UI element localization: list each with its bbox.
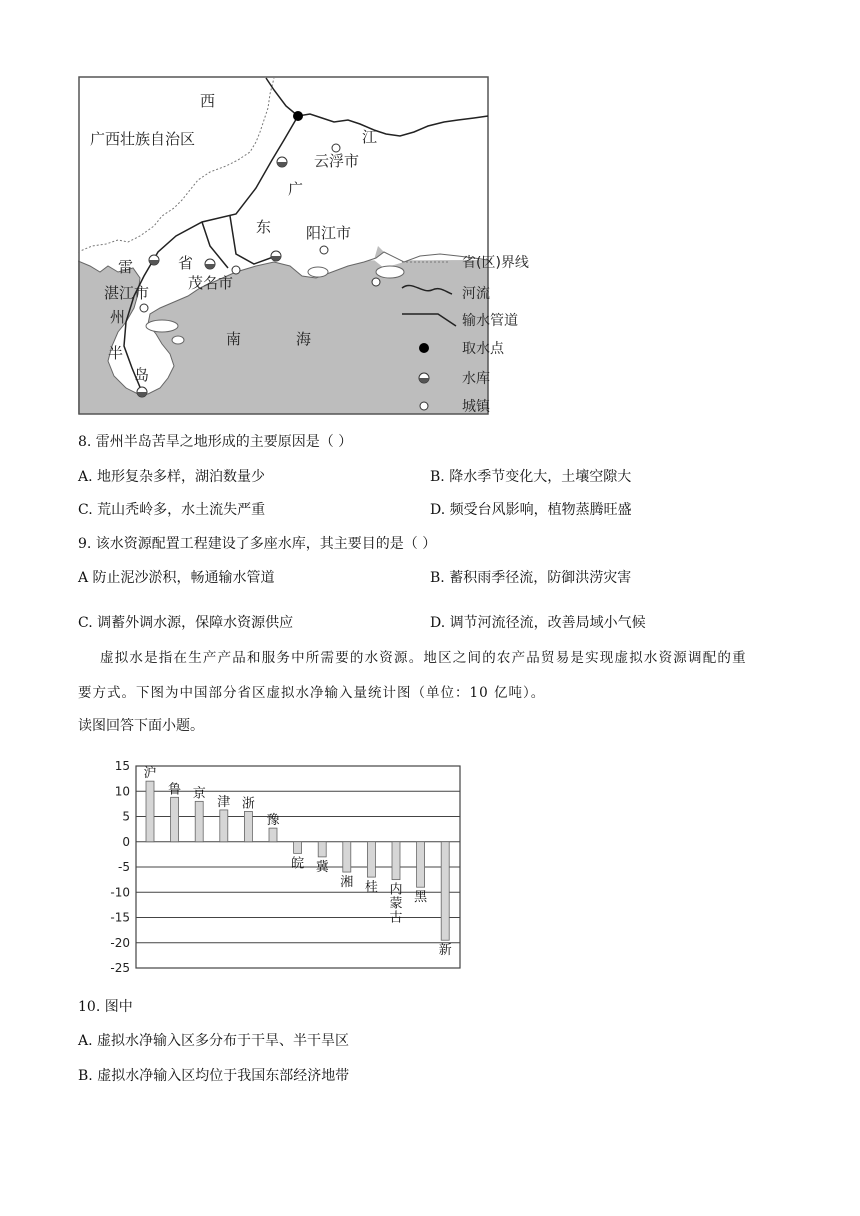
reservoir-icon [271, 251, 281, 261]
bar-label-内蒙古: 内 [389, 882, 403, 898]
legend-label: 省(区)界线 [462, 255, 529, 271]
y-tick-label: -5 [118, 860, 130, 874]
island [146, 320, 178, 332]
map-legend [398, 252, 578, 422]
bar-冀 [318, 842, 326, 857]
bar-label-冀: 冀 [315, 859, 329, 875]
bar-label-豫: 豫 [266, 813, 280, 829]
town-zhanjiang [140, 304, 148, 312]
q8-stem: 8. 雷州半岛苦旱之地形成的主要原因是（ ） [78, 434, 353, 450]
passage-line-2: 要方式。下图为中国部分省区虚拟水净输入量统计图（单位：10 亿吨）。 [78, 685, 546, 701]
q9-option-b[interactable]: B. 蓄积雨季径流，防御洪涝灾害 [430, 570, 632, 586]
q9-option-d[interactable]: D. 调节河流径流，改善局域小气候 [430, 615, 646, 631]
y-tick-label: -20 [110, 935, 130, 950]
q10-stem: 10. 图中 [78, 999, 133, 1015]
bar-新 [441, 842, 449, 940]
legend-label: 输水管道 [462, 313, 518, 329]
y-tick-label: -25 [110, 961, 130, 975]
bar-label-内蒙古: 蒙 [389, 896, 403, 912]
y-tick-label: 5 [122, 809, 130, 824]
bar-黑 [417, 842, 425, 887]
y-tick-label: -10 [110, 885, 130, 900]
y-tick-label: 0 [122, 834, 130, 849]
bar-label-京: 京 [192, 786, 206, 802]
label-guangxi: 广西壮族自治区 [90, 130, 196, 148]
bar-皖 [294, 842, 302, 854]
bar-label-鲁: 鲁 [168, 782, 182, 798]
y-tick-label: -15 [110, 910, 130, 925]
bar-label-湘: 湘 [340, 875, 354, 891]
legend-river-icon [402, 285, 452, 294]
bar-label-黑: 黑 [414, 890, 428, 906]
legend-label: 取水点 [462, 341, 504, 357]
reservoir-icon [205, 259, 215, 269]
bar-label-新: 新 [438, 943, 452, 959]
label-yangjiang: 阳江市 [306, 224, 352, 242]
town-yunfu [332, 144, 340, 152]
q8-option-c[interactable]: C. 荒山秃岭多，水土流失严重 [78, 502, 266, 518]
bar-湘 [343, 842, 351, 872]
bar-沪 [146, 781, 154, 842]
passage-line-1: 虚拟水是指在生产产品和服务中所需要的水资源。地区之间的农产品贸易是实现虚拟水资源调配的重 [100, 650, 747, 666]
q10-option-a[interactable]: A. 虚拟水净输入区多分布于干旱、半干旱区 [78, 1033, 350, 1049]
legend-reservoir-icon [419, 373, 429, 383]
label-maoming: 茂名市 [188, 274, 234, 292]
label-xi: 西 [200, 92, 216, 110]
reservoir-icon [149, 255, 159, 265]
bar-京 [195, 801, 203, 841]
legend-label: 水库 [462, 371, 490, 387]
bar-鲁 [171, 797, 179, 841]
q8-option-d[interactable]: D. 频受台风影响，植物蒸腾旺盛 [430, 502, 632, 518]
bar-label-津: 津 [217, 794, 231, 810]
bar-桂 [367, 842, 375, 877]
legend-label: 城镇 [462, 399, 490, 415]
island [308, 267, 328, 277]
town-yangjiang [320, 246, 328, 254]
label-yunfu: 云浮市 [314, 152, 360, 170]
label-sheng: 省 [178, 254, 194, 272]
passage-line-3: 读图回答下面小题。 [78, 718, 204, 734]
town-east [372, 278, 380, 286]
virtual-water-chart [98, 756, 468, 976]
legend-intake-icon [419, 343, 429, 353]
q9-option-a[interactable]: A 防止泥沙淤积，畅通输水管道 [78, 570, 275, 586]
reservoir-icon [137, 387, 147, 397]
town-maoming [232, 266, 240, 274]
y-tick-label: 15 [114, 759, 130, 773]
q9-option-c[interactable]: C. 调蓄外调水源，保障水资源供应 [78, 615, 294, 631]
legend-label: 河流 [462, 286, 490, 302]
island [172, 336, 184, 344]
q8-option-a[interactable]: A. 地形复杂多样，湖泊数量少 [78, 469, 266, 485]
y-tick-label: 10 [114, 784, 130, 799]
legend-pipe-icon [402, 314, 456, 326]
province-boundary [78, 78, 274, 252]
bar-label-内蒙古: 古 [389, 910, 403, 926]
label-zhou: 州 [110, 308, 126, 326]
label-ban: 半 [108, 344, 124, 362]
bar-label-皖: 皖 [291, 856, 305, 872]
q9-stem: 9. 该水资源配置工程建设了多座水库，其主要目的是（ ） [78, 536, 437, 552]
legend-town-icon [420, 402, 428, 410]
bar-label-沪: 沪 [143, 766, 157, 782]
bar-label-桂: 桂 [364, 880, 378, 896]
label-jiang: 江 [362, 128, 378, 146]
label-dong: 东 [256, 218, 272, 236]
label-guang: 广 [288, 180, 304, 198]
q8-option-b[interactable]: B. 降水季节变化大，土壤空隙大 [430, 469, 632, 485]
label-lei: 雷 [118, 258, 134, 276]
label-hai: 海 [296, 330, 312, 348]
bar-豫 [269, 828, 277, 842]
bar-津 [220, 810, 228, 842]
water-intake-point [293, 111, 303, 121]
bar-内蒙古 [392, 842, 400, 880]
bar-label-浙: 浙 [241, 796, 255, 812]
label-zhanjiang: 湛江市 [104, 284, 150, 302]
label-dao: 岛 [134, 366, 150, 384]
bar-浙 [244, 811, 252, 841]
q10-option-b[interactable]: B. 虚拟水净输入区均位于我国东部经济地带 [78, 1068, 350, 1084]
reservoir-icon [277, 157, 287, 167]
label-nan: 南 [226, 330, 242, 348]
